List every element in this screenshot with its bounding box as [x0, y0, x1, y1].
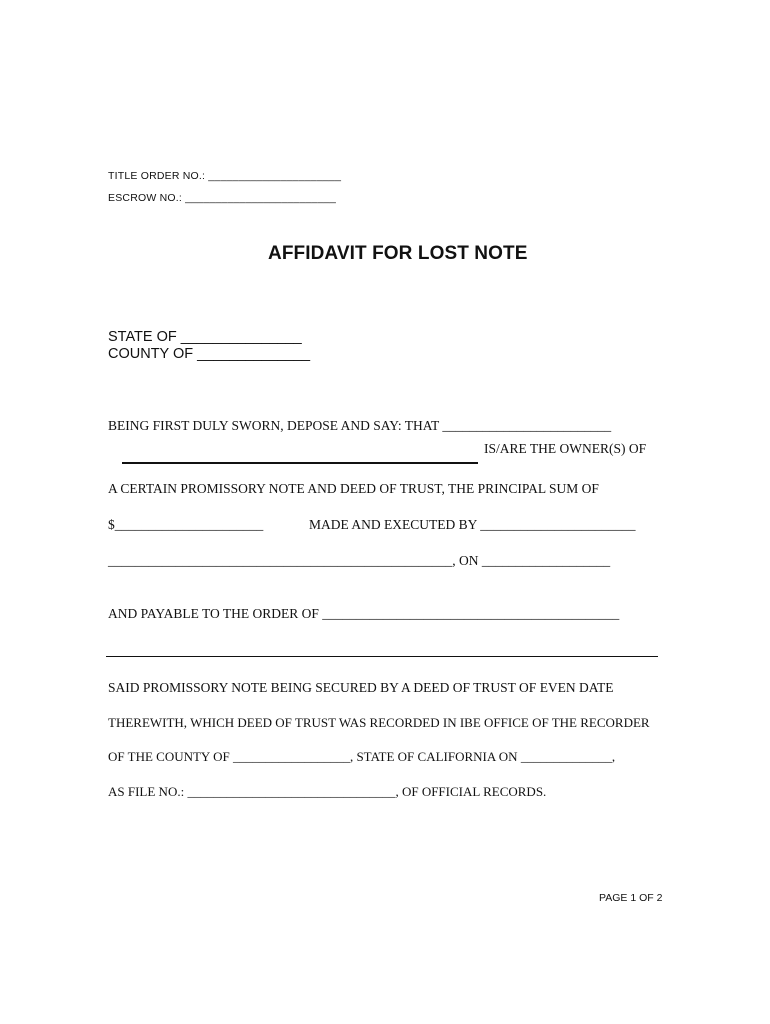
county-state-line: OF THE COUNTY OF __________________, STATE OF CALIFORNIA ON ______________,	[108, 749, 616, 764]
made-executed-field: MADE AND EXECUTED BY _______________________	[309, 517, 636, 532]
executed-on-date-line: ___________________________________________________, ON ___________________	[108, 553, 611, 568]
owner-name-blank-rule	[122, 462, 478, 464]
secured-by-line: SAID PROMISSORY NOTE BEING SECURED BY A DEED OF TRUST OF EVEN DATE	[108, 680, 614, 695]
escrow-number-field: ESCROW NO.: _________________________	[108, 192, 337, 204]
owners-line: IS/ARE THE OWNER(S) OF	[484, 441, 647, 456]
sworn-statement-line: BEING FIRST DULY SWORN, DEPOSE AND SAY: THAT _________________________	[108, 418, 612, 433]
state-field: STATE OF _______________	[108, 329, 302, 345]
document-title: AFFIDAVIT FOR LOST NOTE	[268, 243, 528, 264]
therewith-line: THEREWITH, WHICH DEED OF TRUST WAS RECORDED IN IBE OFFICE OF THE RECORDER	[108, 715, 650, 730]
title-order-number-field: TITLE ORDER NO.: ______________________	[108, 170, 342, 182]
promissory-note-line: A CERTAIN PROMISSORY NOTE AND DEED OF TRUST, THE PRINCIPAL SUM OF	[108, 481, 599, 496]
payee-continuation-rule	[106, 656, 658, 657]
page-number: PAGE 1 OF 2	[599, 892, 663, 904]
file-number-line: AS FILE NO.: ________________________________, OF OFFICIAL RECORDS.	[108, 784, 547, 799]
county-field: COUNTY OF ______________	[108, 346, 311, 362]
principal-amount-field: $______________________	[108, 517, 264, 532]
payable-to-line: AND PAYABLE TO THE ORDER OF ____________________________________________	[108, 606, 620, 621]
